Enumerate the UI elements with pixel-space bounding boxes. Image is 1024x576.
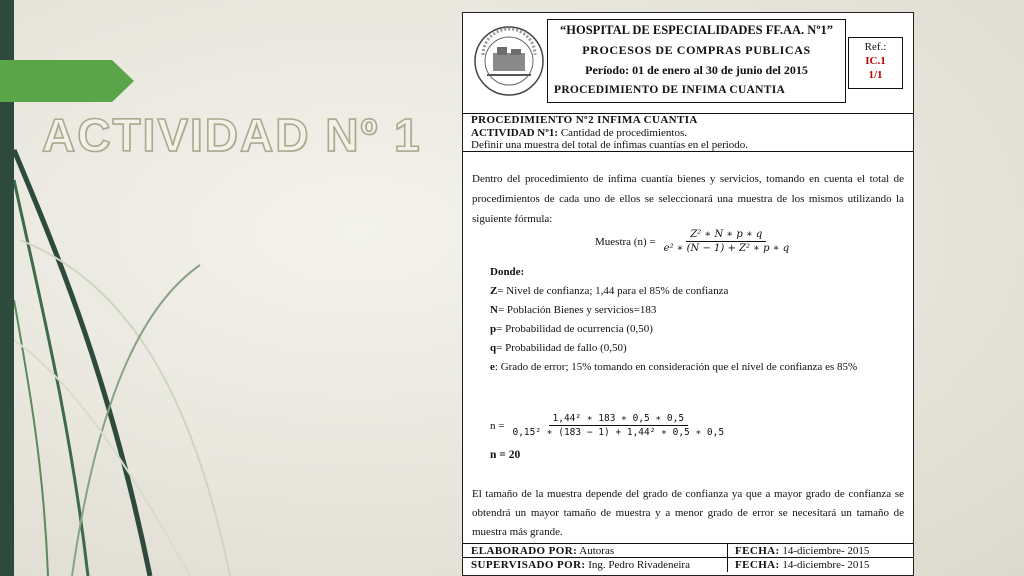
- title-accent-tab: [0, 60, 134, 102]
- process-title: PROCESOS DE COMPRAS PUBLICAS: [582, 43, 811, 57]
- formula-label: Muestra (n) =: [595, 235, 656, 248]
- activity-line: [471, 127, 913, 140]
- formula-numerator: Z² ∗ N ∗ p ∗ q: [686, 229, 766, 242]
- prepared-value: Autoras: [579, 545, 615, 557]
- var-text: : Grado de error; 15% tomando en consideración que el nivel de confianza es 85%: [494, 361, 858, 373]
- activity-label: ACTIVIDAD Nº1:: [471, 126, 559, 139]
- conclusion-paragraph: El tamaño de la muestra depende del grado de confianza ya que a mayor grado de confianza se obtendrá un mayor tamaño de muestra y a menor grado de error se necesitará un tamaño de muestra más grande.: [472, 488, 904, 538]
- header-title-box: [547, 19, 846, 103]
- donde-heading: Donde:: [490, 266, 525, 278]
- hospital-seal-icon: [473, 25, 545, 97]
- calc-fraction: [508, 413, 728, 438]
- var-e: [490, 358, 905, 377]
- var-text: = Nivel de confianza; 1,44 para el 85% de confianza: [497, 285, 729, 297]
- sample-formula: [595, 229, 793, 254]
- var-n: [490, 301, 905, 320]
- ref-label: Ref.:: [864, 41, 887, 53]
- var-symbol: p: [490, 323, 497, 335]
- prepared-by-row: [463, 543, 913, 558]
- var-text: = Probabilidad de fallo (0,50): [496, 342, 627, 354]
- procedure-type: PROCEDIMIENTO DE INFIMA CUANTIA: [554, 84, 786, 96]
- activity-text: Cantidad de procedimientos.: [560, 126, 687, 139]
- formula-fraction: [660, 229, 794, 254]
- row-divider: [727, 558, 728, 572]
- sample-result: n = 20: [490, 449, 521, 461]
- date-label: FECHA:: [735, 545, 780, 557]
- period-text: Período: 01 de enero al 30 de junio del 2015: [585, 63, 808, 77]
- var-symbol: q: [490, 342, 497, 354]
- row-divider: [727, 544, 728, 558]
- slide-title: ACTIVIDAD Nº 1: [42, 109, 422, 161]
- prepared-by: [471, 544, 614, 558]
- var-text: = Probabilidad de ocurrencia (0,50): [496, 323, 653, 335]
- procedure-title: PROCEDIMIENTO Nº2 INFIMA CUANTIA: [471, 114, 698, 126]
- procedure-description: Definir una muestra del total de ínfimas cuantías en el periodo.: [471, 139, 749, 151]
- sample-calculation: [490, 413, 728, 438]
- document-header: [463, 13, 913, 114]
- document-page: [462, 12, 914, 576]
- supervised-value: Ing. Pedro Rivadeneira: [588, 559, 690, 571]
- supervised-by: [471, 558, 690, 572]
- ref-page: 1/1: [868, 69, 883, 81]
- procedure-info: [463, 114, 913, 152]
- hospital-name: “HOSPITAL DE ESPECIALIDADES FF.AA. Nº1”: [560, 23, 833, 37]
- intro-paragraph: Dentro del procedimiento de ínfima cuantía bienes y servicios, tomando en cuenta el total de procedimientos de cada uno de ellos se seleccionará una muestra de los mismos utilizando la siguiente fórmula:: [472, 173, 904, 225]
- reference-box: [848, 37, 903, 89]
- var-q: [490, 339, 905, 358]
- supervised-label: SUPERVISADO POR:: [471, 559, 586, 571]
- supervised-by-row: [463, 557, 913, 572]
- var-p: [490, 320, 905, 339]
- var-symbol: N: [490, 304, 498, 316]
- calc-numerator: 1,44² ∗ 183 ∗ 0,5 ∗ 0,5: [549, 413, 689, 426]
- prepared-date: [735, 544, 869, 558]
- calc-denominator: 0,15² ∗ (183 − 1) + 1,44² ∗ 0,5 ∗ 0,5: [512, 427, 725, 438]
- ref-code: IC.1: [865, 55, 886, 67]
- date-value: 14-diciembre- 2015: [782, 545, 870, 557]
- date-value: 14-diciembre- 2015: [782, 559, 870, 571]
- var-symbol: e: [490, 361, 495, 373]
- var-text: = Población Bienes y servicios=183: [497, 304, 657, 316]
- var-symbol: Z: [490, 285, 498, 297]
- date-label: FECHA:: [735, 559, 780, 571]
- var-z: [490, 282, 905, 301]
- prepared-label: ELABORADO POR:: [471, 545, 578, 557]
- supervised-date: [735, 558, 869, 572]
- formula-denominator: e² ∗ (N − 1) + Z² ∗ p ∗ q: [663, 243, 790, 254]
- variable-definitions: [490, 263, 905, 377]
- calc-label: n =: [490, 419, 505, 432]
